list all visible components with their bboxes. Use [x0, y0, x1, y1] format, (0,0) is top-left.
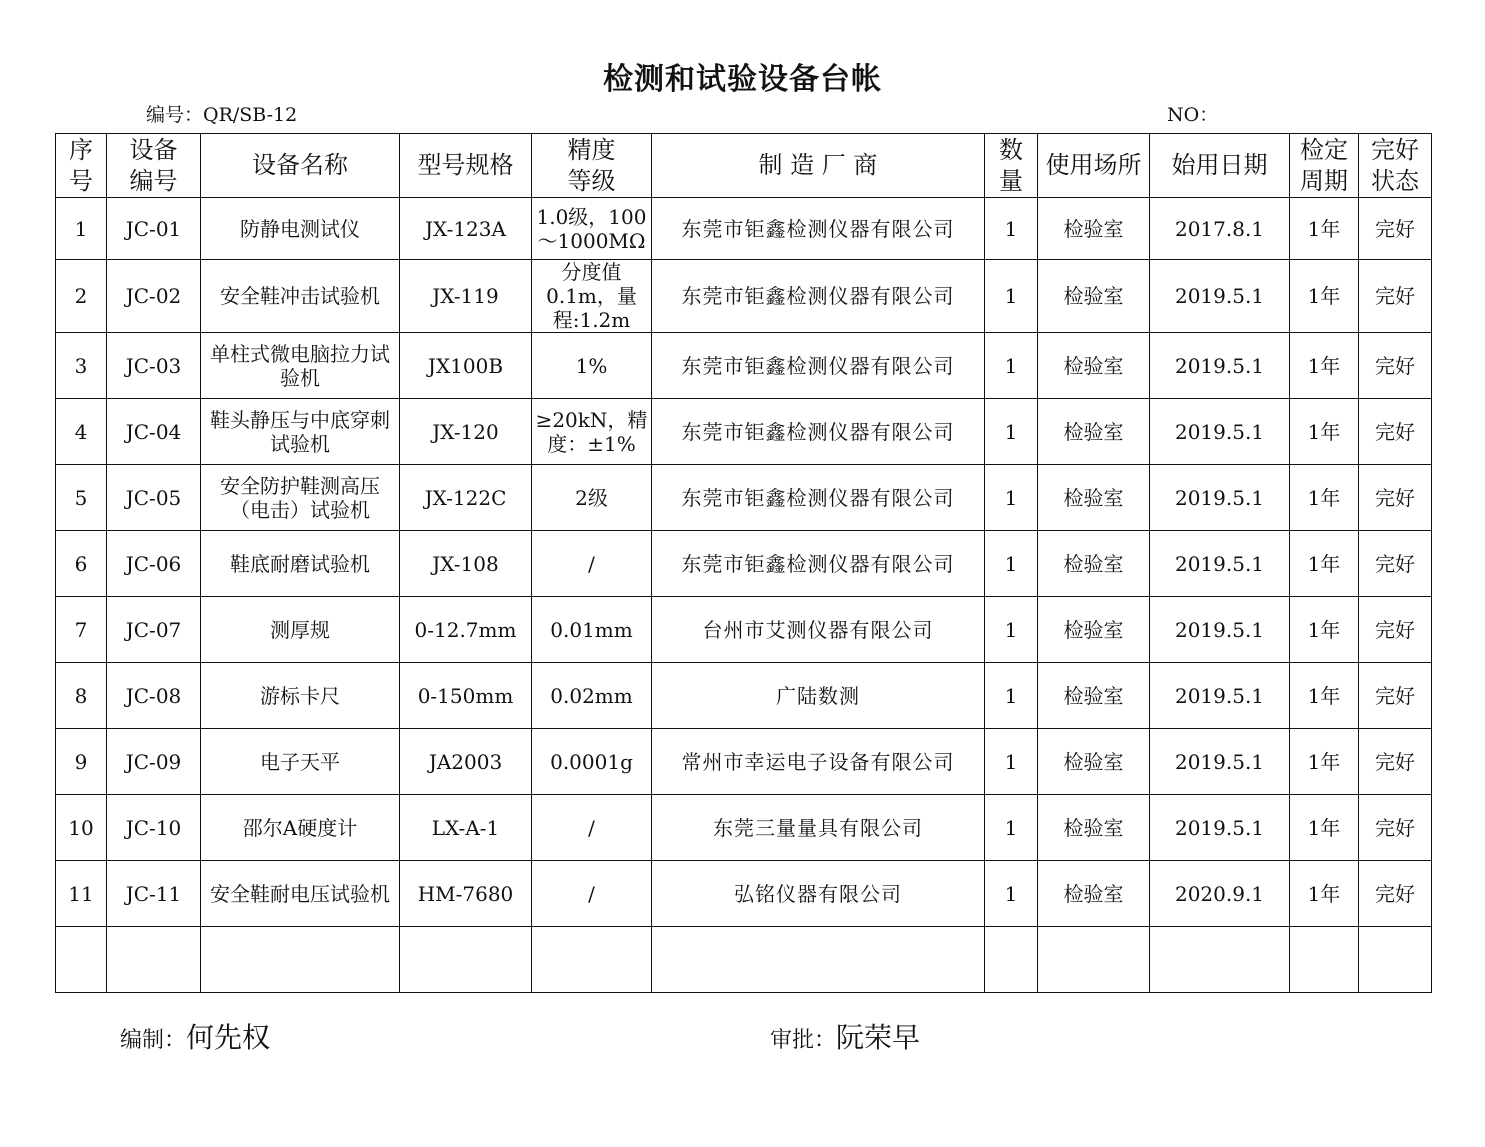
table-header-row: [56, 134, 1432, 198]
header-model: 型号规格: [400, 134, 532, 198]
cell-location: 检验室: [1038, 795, 1150, 861]
cell-name: 安全鞋冲击试验机: [201, 260, 400, 333]
cell-precision: 0.0001g: [532, 729, 652, 795]
table-row: [56, 465, 1432, 531]
header-equipment-code: 设备 编号: [107, 134, 201, 198]
cell-precision: 0.02mm: [532, 663, 652, 729]
cell-model: JA2003: [400, 729, 532, 795]
cell-cycle: 1年: [1290, 465, 1359, 531]
document-code: 编号：QR/SB-12: [146, 104, 298, 126]
cell-model: HM-7680: [400, 861, 532, 927]
cell-quantity: 1: [985, 861, 1038, 927]
cell-name: 单柱式微电脑拉力试验机: [201, 333, 400, 399]
empty-cell: [107, 927, 201, 993]
empty-cell: [1359, 927, 1432, 993]
approved-by: [770, 1016, 920, 1056]
cell-manufacturer: 东莞市钜鑫检测仪器有限公司: [652, 333, 985, 399]
cell-quantity: 1: [985, 795, 1038, 861]
cell-cycle: 1年: [1290, 795, 1359, 861]
cell-model: 0-12.7mm: [400, 597, 532, 663]
cell-precision: 分度值0.1m，量程:1.2m: [532, 260, 652, 333]
cell-status: 完好: [1359, 861, 1432, 927]
cell-precision: /: [532, 531, 652, 597]
cell-model: JX100B: [400, 333, 532, 399]
header-equipment-name: 设备名称: [201, 134, 400, 198]
cell-seq: 11: [56, 861, 107, 927]
empty-table-row: [56, 927, 1432, 993]
cell-status: 完好: [1359, 260, 1432, 333]
empty-cell: [400, 927, 532, 993]
empty-cell: [1290, 927, 1359, 993]
cell-quantity: 1: [985, 465, 1038, 531]
document-number-label: NO：: [1167, 104, 1219, 126]
compiled-by-name: 何先权: [186, 1021, 271, 1054]
cell-manufacturer: 弘铭仪器有限公司: [652, 861, 985, 927]
cell-manufacturer: 东莞市钜鑫检测仪器有限公司: [652, 531, 985, 597]
cell-start-date: 2019.5.1: [1150, 663, 1290, 729]
cell-precision: 0.01mm: [532, 597, 652, 663]
cell-precision: 1.0级，100～1000MΩ: [532, 198, 652, 260]
cell-seq: 10: [56, 795, 107, 861]
cell-location: 检验室: [1038, 465, 1150, 531]
header-condition: 完好 状态: [1359, 134, 1432, 198]
cell-model: JX-123A: [400, 198, 532, 260]
cell-model: JX-120: [400, 399, 532, 465]
cell-code: JC-02: [107, 260, 201, 333]
table-row: [56, 861, 1432, 927]
header-seq: 序 号: [56, 134, 107, 198]
approved-by-label: 审批：: [770, 1028, 837, 1053]
document-title: 检测和试验设备台帐: [603, 62, 882, 97]
cell-cycle: 1年: [1290, 198, 1359, 260]
cell-status: 完好: [1359, 597, 1432, 663]
cell-code: JC-11: [107, 861, 201, 927]
table-row: [56, 531, 1432, 597]
cell-start-date: 2019.5.1: [1150, 597, 1290, 663]
cell-location: 检验室: [1038, 399, 1150, 465]
cell-model: JX-122C: [400, 465, 532, 531]
table-row: [56, 260, 1432, 333]
empty-cell: [1150, 927, 1290, 993]
cell-quantity: 1: [985, 531, 1038, 597]
cell-quantity: 1: [985, 399, 1038, 465]
empty-cell: [532, 927, 652, 993]
cell-cycle: 1年: [1290, 597, 1359, 663]
cell-code: JC-08: [107, 663, 201, 729]
empty-cell: [985, 927, 1038, 993]
cell-start-date: 2019.5.1: [1150, 399, 1290, 465]
cell-location: 检验室: [1038, 597, 1150, 663]
header-start-date: 始用日期: [1150, 134, 1290, 198]
cell-seq: 5: [56, 465, 107, 531]
cell-code: JC-06: [107, 531, 201, 597]
cell-name: 鞋头静压与中底穿刺试验机: [201, 399, 400, 465]
cell-seq: 3: [56, 333, 107, 399]
cell-quantity: 1: [985, 198, 1038, 260]
cell-status: 完好: [1359, 729, 1432, 795]
table-row: [56, 333, 1432, 399]
cell-manufacturer: 东莞市钜鑫检测仪器有限公司: [652, 399, 985, 465]
cell-name: 鞋底耐磨试验机: [201, 531, 400, 597]
cell-manufacturer: 东莞市钜鑫检测仪器有限公司: [652, 260, 985, 333]
cell-cycle: 1年: [1290, 663, 1359, 729]
table-row: [56, 795, 1432, 861]
cell-status: 完好: [1359, 663, 1432, 729]
cell-precision: /: [532, 795, 652, 861]
header-quantity: 数 量: [985, 134, 1038, 198]
cell-start-date: 2019.5.1: [1150, 465, 1290, 531]
cell-name: 安全鞋耐电压试验机: [201, 861, 400, 927]
cell-location: 检验室: [1038, 663, 1150, 729]
table-row: [56, 597, 1432, 663]
cell-name: 游标卡尺: [201, 663, 400, 729]
cell-seq: 7: [56, 597, 107, 663]
cell-code: JC-01: [107, 198, 201, 260]
cell-code: JC-05: [107, 465, 201, 531]
cell-seq: 9: [56, 729, 107, 795]
table-row: [56, 198, 1432, 260]
cell-code: JC-04: [107, 399, 201, 465]
header-calibration-cycle: 检定 周期: [1290, 134, 1359, 198]
cell-location: 检验室: [1038, 198, 1150, 260]
cell-cycle: 1年: [1290, 861, 1359, 927]
equipment-ledger-table: [55, 133, 1432, 993]
cell-start-date: 2020.9.1: [1150, 861, 1290, 927]
cell-name: 电子天平: [201, 729, 400, 795]
cell-name: 测厚规: [201, 597, 400, 663]
cell-seq: 2: [56, 260, 107, 333]
cell-location: 检验室: [1038, 260, 1150, 333]
cell-status: 完好: [1359, 333, 1432, 399]
cell-status: 完好: [1359, 795, 1432, 861]
cell-model: JX-108: [400, 531, 532, 597]
cell-status: 完好: [1359, 531, 1432, 597]
cell-name: 邵尔A硬度计: [201, 795, 400, 861]
cell-code: JC-07: [107, 597, 201, 663]
header-precision: 精度 等级: [532, 134, 652, 198]
approved-by-name: 阮荣早: [836, 1021, 921, 1054]
compiled-by: [120, 1016, 270, 1056]
cell-manufacturer: 东莞市钜鑫检测仪器有限公司: [652, 465, 985, 531]
cell-code: JC-03: [107, 333, 201, 399]
cell-cycle: 1年: [1290, 399, 1359, 465]
cell-manufacturer: 台州市艾测仪器有限公司: [652, 597, 985, 663]
cell-cycle: 1年: [1290, 260, 1359, 333]
cell-precision: ≥20kN，精度：±1%: [532, 399, 652, 465]
cell-location: 检验室: [1038, 531, 1150, 597]
cell-code: JC-10: [107, 795, 201, 861]
cell-seq: 6: [56, 531, 107, 597]
cell-location: 检验室: [1038, 333, 1150, 399]
cell-status: 完好: [1359, 198, 1432, 260]
header-location: 使用场所: [1038, 134, 1150, 198]
cell-model: LX-A-1: [400, 795, 532, 861]
cell-quantity: 1: [985, 729, 1038, 795]
empty-cell: [201, 927, 400, 993]
cell-manufacturer: 常州市幸运电子设备有限公司: [652, 729, 985, 795]
table-row: [56, 729, 1432, 795]
header-manufacturer: 制 造 厂 商: [652, 134, 985, 198]
cell-quantity: 1: [985, 663, 1038, 729]
cell-name: 防静电测试仪: [201, 198, 400, 260]
cell-start-date: 2019.5.1: [1150, 795, 1290, 861]
cell-manufacturer: 广陆数测: [652, 663, 985, 729]
compiled-by-label: 编制：: [120, 1028, 187, 1053]
cell-precision: /: [532, 861, 652, 927]
cell-status: 完好: [1359, 399, 1432, 465]
cell-quantity: 1: [985, 597, 1038, 663]
cell-model: 0-150mm: [400, 663, 532, 729]
cell-model: JX-119: [400, 260, 532, 333]
table-row: [56, 399, 1432, 465]
cell-quantity: 1: [985, 260, 1038, 333]
cell-name: 安全防护鞋测高压（电击）试验机: [201, 465, 400, 531]
cell-cycle: 1年: [1290, 333, 1359, 399]
cell-code: JC-09: [107, 729, 201, 795]
cell-seq: 4: [56, 399, 107, 465]
cell-start-date: 2019.5.1: [1150, 260, 1290, 333]
cell-manufacturer: 东莞三量量具有限公司: [652, 795, 985, 861]
cell-seq: 8: [56, 663, 107, 729]
cell-location: 检验室: [1038, 861, 1150, 927]
cell-quantity: 1: [985, 333, 1038, 399]
cell-seq: 1: [56, 198, 107, 260]
cell-status: 完好: [1359, 465, 1432, 531]
empty-cell: [56, 927, 107, 993]
table-row: [56, 663, 1432, 729]
cell-start-date: 2019.5.1: [1150, 729, 1290, 795]
cell-manufacturer: 东莞市钜鑫检测仪器有限公司: [652, 198, 985, 260]
empty-cell: [652, 927, 985, 993]
cell-precision: 2级: [532, 465, 652, 531]
cell-location: 检验室: [1038, 729, 1150, 795]
empty-cell: [1038, 927, 1150, 993]
cell-start-date: 2019.5.1: [1150, 333, 1290, 399]
cell-cycle: 1年: [1290, 531, 1359, 597]
cell-start-date: 2017.8.1: [1150, 198, 1290, 260]
cell-cycle: 1年: [1290, 729, 1359, 795]
cell-start-date: 2019.5.1: [1150, 531, 1290, 597]
cell-precision: 1%: [532, 333, 652, 399]
